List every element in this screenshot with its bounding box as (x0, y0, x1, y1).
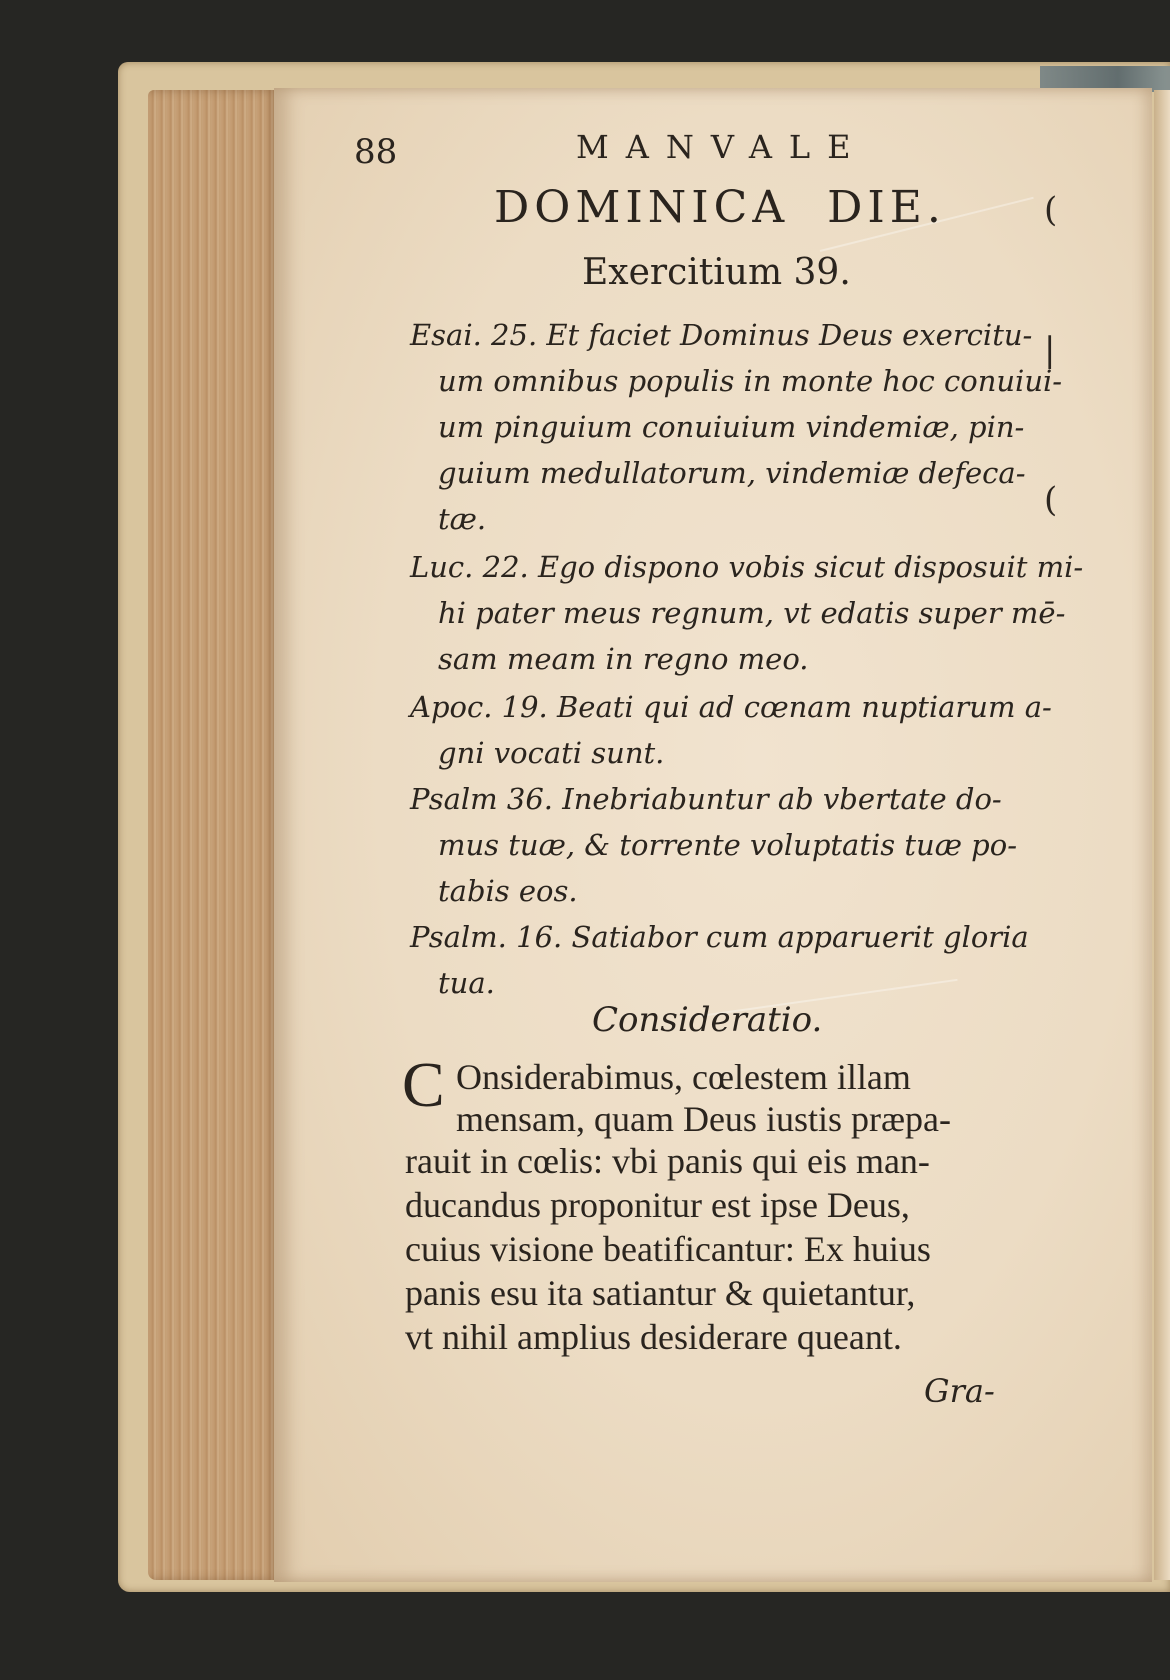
page-number: 88 (354, 132, 398, 172)
body-line: ducandus proponitur est ipse Deus, (405, 1185, 910, 1225)
citation-line: guium medullatorum, vindemiæ defeca- (438, 456, 1026, 490)
body-line: vt nihil amplius desiderare queant. (405, 1317, 902, 1357)
catchword: Gra- (924, 1372, 995, 1410)
facing-page-glyph: ( (1044, 480, 1058, 520)
citation-line: hi pater meus regnum, vt edatis super mē- (438, 596, 1066, 630)
citation-line: tabis eos. (438, 874, 578, 908)
body-line: panis esu ita satiantur & quietantur, (405, 1273, 916, 1313)
facing-page-glyph: ( (1044, 190, 1058, 230)
body-line: Onsiderabimus, cœlestem illam (456, 1057, 911, 1097)
body-line: rauit in cœlis: vbi panis qui eis man- (405, 1141, 930, 1181)
body-line: mensam, quam Deus iustis præpa- (456, 1099, 951, 1139)
page-block-edge (148, 90, 278, 1580)
section-title: DOMINICA DIE. (494, 182, 946, 233)
citation-line: Psalm 36. Inebriabuntur ab vbertate do- (410, 782, 1002, 816)
facing-page-glyph: | (1044, 330, 1056, 370)
citation-line: um pinguium conuiuium vindemiæ, pin- (438, 410, 1025, 444)
citation-line: Apoc. 19. Beati qui ad cœnam nuptiarum a- (410, 690, 1052, 724)
consideratio-heading: Consideratio. (592, 1000, 823, 1040)
citation-line: tæ. (438, 502, 487, 536)
exercise-heading: Exercitium 39. (582, 252, 851, 293)
citation-line: Luc. 22. Ego dispono vobis sicut disposuit mi- (410, 550, 1084, 584)
drop-cap: C (402, 1049, 445, 1120)
citation-line: mus tuæ, & torrente voluptatis tuæ po- (438, 828, 1018, 862)
citation-line: Psalm. 16. Satiabor cum apparuerit gloria (410, 920, 1029, 954)
running-head: MANVALE (576, 128, 868, 166)
citation-line: um omnibus populis in monte hoc conuiui- (438, 364, 1063, 398)
citation-line: gni vocati sunt. (438, 736, 665, 770)
citation-line: tua. (438, 966, 495, 1000)
facing-page-edge (1154, 90, 1170, 1580)
citation-line: sam meam in regno meo. (438, 642, 809, 676)
citation-line: Esai. 25. Et faciet Dominus Deus exercitu- (410, 318, 1033, 352)
body-line: cuius visione beatificantur: Ex huius (405, 1229, 931, 1269)
